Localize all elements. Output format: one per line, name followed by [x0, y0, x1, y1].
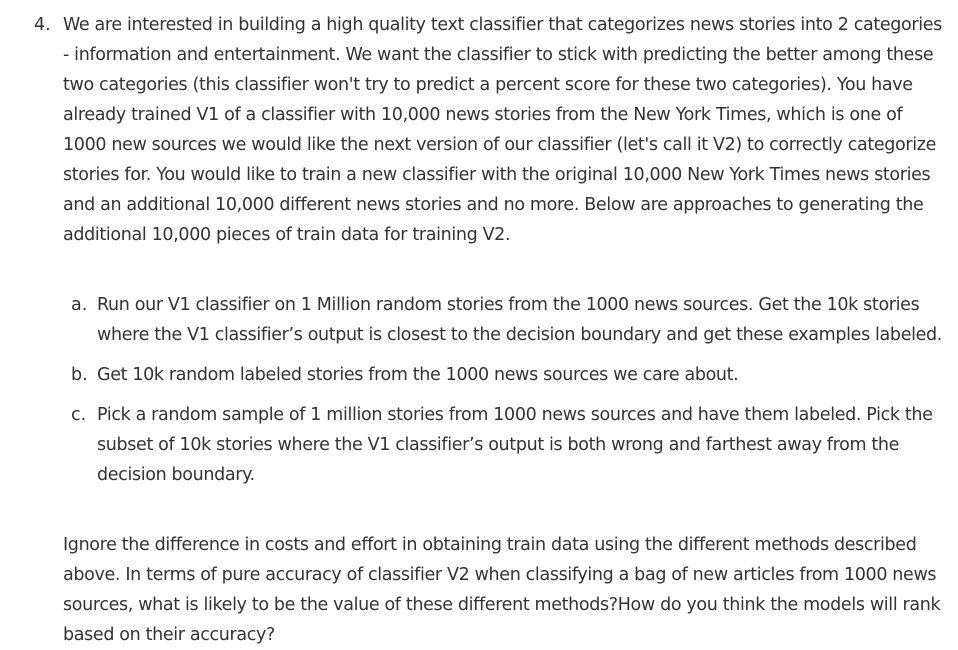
question-number: 4.	[34, 15, 51, 35]
option-text: Run our V1 classifier on 1 Million random stories from the 1000 news sources. Get the 10k stories where the V1 classifier’s output is closest to the decision boundary and get these examples labeled.	[97, 295, 943, 345]
option-c	[0, 400, 958, 490]
question-prompt: We are interested in building a high quality text classifier that categorizes news stories into 2 categories - information and entertainment. We want the classifier to stick with predicting the better among these two categories (this classifier won't try to predict a percent score for these two categories). You have already trained V1 of a classifier with 10,000 news stories from the New York Times, which is one of 1000 new sources we would like the next version of our classifier (let's call it V2) to correctly categorize stories for. You would like to train a new classifier with the original 10,000 New York Times news stories and an additional 10,000 different news stories and no more. Below are approaches to generating the additional 10,000 pieces of train data for training V2.	[63, 15, 942, 245]
option-letter: a.	[71, 295, 88, 315]
option-text: Get 10k random labeled stories from the 1000 news sources we care about.	[97, 365, 739, 385]
option-b	[0, 360, 958, 390]
answer-options-list	[0, 290, 958, 500]
option-a	[0, 290, 958, 350]
option-text: Pick a random sample of 1 million stories from 1000 news sources and have them labeled. Pick the subset of 10k stories where the V1 classifier’s output is both wrong and farthest away from the decision boundary.	[97, 405, 933, 485]
option-letter: b.	[71, 365, 88, 385]
closing-question: Ignore the difference in costs and effort in obtaining train data using the different methods described above. In terms of pure accuracy of classifier V2 when classifying a bag of new articles from 1000 news sources, what is likely to be the value of these different methods?How do you think the models will rank based on their accuracy?	[63, 535, 941, 645]
option-letter: c.	[71, 405, 87, 425]
